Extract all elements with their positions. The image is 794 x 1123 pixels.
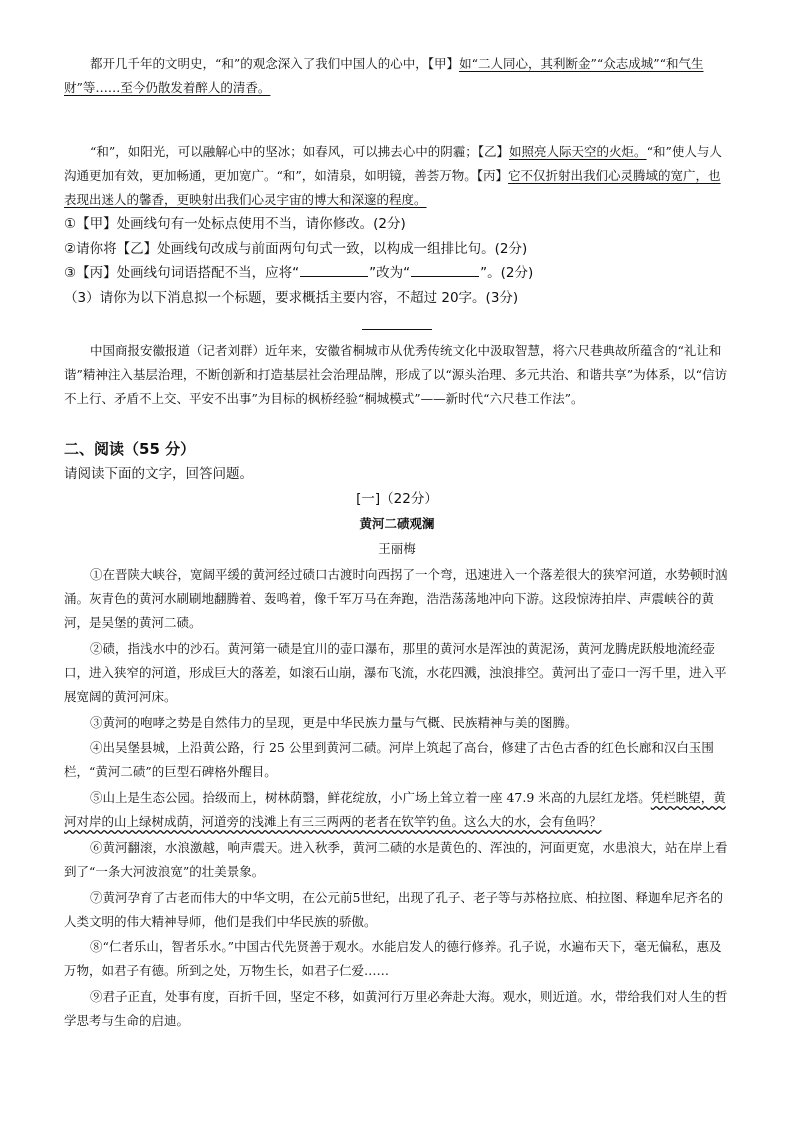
article-paragraph-1: ①在晋陕大峡谷，宽阔平缓的黄河经过碛口古渡时向西拐了一个弯，迅速进入一个落差很大的狭窄河道，水势顿时汹涌。灰青色的黄河水刷刷地翻腾着、轰鸣着，像千军万马在奔跑，浩浩荡荡地冲向下游。这段惊涛拍岸、声震峡谷的黄河，是吴堡的黄河二碛。	[64, 567, 728, 630]
article-paragraph-4: ④出吴堡县城，上沿黄公路，行 25 公里到黄河二碛。河岸上筑起了高台，修建了古色古香的红色长廊和汉白玉围栏，“黄河二碛”的巨型石碑格外醒目。	[64, 740, 714, 779]
paragraph-5-text: ⑤山上是生态公园。拾级而上，树林荫翳，鲜花绽放，小广场上耸立着一座 47.9 米高的九层红龙塔。	[90, 790, 651, 805]
article-paragraph-7: ⑦黄河孕育了古老而伟大的中华文明，在公元前5世纪，出现了孔子、老子等与苏格拉底、柏拉图、释迦牟尼齐名的人类文明的伟大精神导师，他们是我们中华民族的骄傲。	[64, 890, 723, 929]
section-heading: 二、阅读（55 分）	[64, 440, 196, 458]
underlined-sentence-bing: 它不仅折射出我们心灵腾域的宽广，也表现出迷人的馨香，更映射出我们心灵宇宙的博大和深邃的程度。	[64, 168, 721, 207]
intro-text: “和”使人与人沟通更加有效，更加畅通，更加宽广。“和”，如清泉，如明镜，善荟万物。【丙】	[64, 144, 722, 183]
underlined-sentence-yi: 如照亮人际天空的火炬。	[509, 144, 647, 159]
answer-blank-2[interactable]	[411, 262, 479, 277]
question-2: ②请你将【乙】处画线句改成与前面两句句式一致，以构成一组排比句。(2分)	[64, 241, 528, 257]
answer-blank-1[interactable]	[300, 262, 368, 277]
article-paragraph-3: ③黄河的咆哮之势是自然伟力的呈现，更是中华民族力量与气概、民族精神与美的图腾。	[90, 715, 578, 730]
article-title: 黄河二碛观澜	[359, 516, 435, 531]
article-paragraph-6: ⑥黄河翻滚，水浪激越，响声震天。进入秋季，黄河二碛的水是黄色的、浑浊的，河面更宽，水患浪大，站在岸上看到了“一条大河波浪宽”的壮美景象。	[64, 840, 728, 879]
intro-text: 都开几千年的文明史，“和”的观念深入了我们中国人的心中，	[90, 56, 428, 71]
article-author: 王丽梅	[378, 541, 416, 556]
intro-paragraph-1	[64, 52, 732, 100]
intro-text: “和”，如阳光，可以融解心中的坚冰；如春风，可以拂去心中的阴霾；【乙】	[90, 144, 510, 159]
article-paragraph-2: ②碛，指浅水中的沙石。黄河第一碛是宜川的壶口瀑布，那里的黄河水是浑浊的黄泥汤，黄河龙腾虎跃般地流经壶口，进入狭窄的河道，形成巨大的落差，如滚石山崩，瀑布飞流，水花四溅，浊浪排空。黄河出了壶口一泻千里，进入平展宽阔的黄河河床。	[64, 641, 727, 704]
question-3-text: ③【丙】处画线句词语搭配不当，应将“	[64, 265, 300, 281]
marker-jia: 【甲】	[427, 56, 460, 71]
question-3	[64, 262, 732, 284]
question-1: ①【甲】处画线句有一处标点使用不当，请你修改。(2分)	[64, 216, 406, 232]
answer-line[interactable]	[362, 329, 432, 330]
question-3-text: ”。(2分)	[480, 265, 534, 281]
article-paragraph-9: ⑨君子正直，处事有度，百折千回，坚定不移，如黄河行万里必奔赴大海。观水，则近道。水，带给我们对人生的哲学思考与生命的启迪。	[64, 989, 728, 1028]
article-paragraph-8: ⑧“仁者乐山，智者乐水。”中国古代先贤善于观水。水能启发人的德行修养。孔子说，水遍布天下，毫无偏私，惠及万物，如君子有德。所到之处，万物生长，如君子仁爱……	[64, 939, 722, 978]
part-label: [一]（22分）	[356, 491, 438, 507]
section-instruction: 请阅读下面的文字，回答问题。	[64, 466, 253, 482]
news-paragraph: 中国商报安徽报道（记者刘群）近年来，安徽省桐城市从优秀传统文化中汲取智慧，将六尺巷典故所蕴含的“礼让和谐”精神注入基层治理，不断创新和打造基层社会治理品牌，形成了以“源头治理、多元共治、和谐共享”为体系，以“信访不上行、矛盾不上交、平安不出事”为目标的枫桥经验“桐城模式”——新时代“六尺巷工作法”。	[64, 343, 728, 406]
underlined-sentence-jia: 如“二人同心，其利断金”“众志成城”“和气生财”等……至今仍散发着醉人的清香。	[64, 56, 704, 95]
intro-paragraph-2	[64, 140, 732, 212]
article-paragraph-5	[64, 786, 732, 834]
question-4: （3）请你为以下消息拟一个标题，要求概括主要内容，不超过 20字。(3分)	[64, 290, 519, 306]
wavy-underlined-sentence: 凭栏眺望，黄河对岸的山上绿树成荫，河道旁的浅滩上有三三两两的老者在钦竿钓鱼。这么大的水，会有鱼吗？	[64, 790, 726, 829]
question-3-text: ”改为“	[369, 265, 411, 281]
